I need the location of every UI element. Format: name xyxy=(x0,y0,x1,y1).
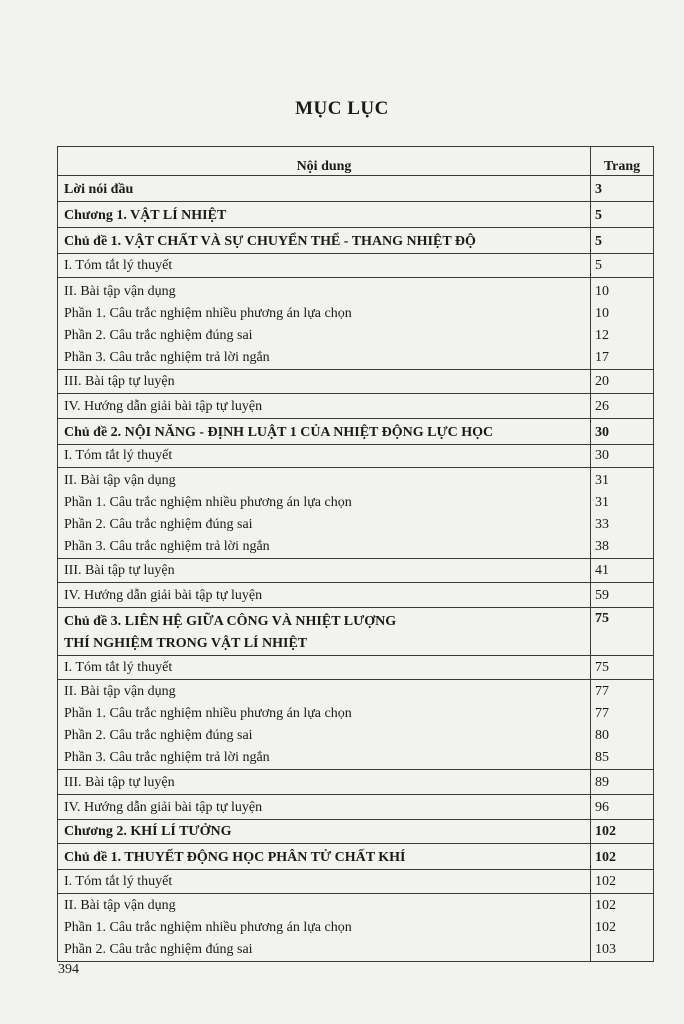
toc-entry-page xyxy=(591,608,654,656)
toc-page-number: 10 xyxy=(595,284,609,299)
toc-entry-line: Chương 2. KHÍ LÍ TƯỞNG xyxy=(64,824,232,839)
toc-page-number: 5 xyxy=(595,258,602,273)
toc-page-number: 31 xyxy=(595,495,609,510)
toc-entry-line: II. Bài tập vận dụng xyxy=(64,284,176,299)
toc-entry-title xyxy=(58,870,591,894)
toc-row xyxy=(58,445,654,468)
toc-entry-line: II. Bài tập vận dụng xyxy=(64,473,176,488)
toc-page-number: 89 xyxy=(595,775,609,790)
toc-entry-title xyxy=(58,608,591,656)
toc-entry-line: Phần 1. Câu trắc nghiệm nhiều phương án lựa chọn xyxy=(64,495,352,510)
toc-page-number: 103 xyxy=(595,942,616,957)
toc-row xyxy=(58,656,654,680)
toc-entry-title xyxy=(58,419,591,445)
toc-page-number: 33 xyxy=(595,517,609,532)
toc-entry-line: II. Bài tập vận dụng xyxy=(64,898,176,913)
toc-page-number: 85 xyxy=(595,750,609,765)
toc-entry-line: Chủ đề 1. THUYẾT ĐỘNG HỌC PHÂN TỬ CHẤT KHÍ xyxy=(64,850,406,865)
toc-row xyxy=(58,254,654,278)
toc-page-number: 80 xyxy=(595,728,609,743)
toc-entry-title xyxy=(58,445,591,468)
toc-page-number: 75 xyxy=(595,660,609,675)
toc-page-number: 5 xyxy=(595,208,602,223)
toc-page-number: 5 xyxy=(595,234,602,249)
page-number: 394 xyxy=(58,962,79,977)
toc-entry-title xyxy=(58,176,591,202)
toc-entry-title xyxy=(58,254,591,278)
toc-row xyxy=(58,770,654,795)
toc-page-number: 96 xyxy=(595,800,609,815)
toc-page-number: 102 xyxy=(595,920,616,935)
toc-page-number: 10 xyxy=(595,306,609,321)
toc-row xyxy=(58,202,654,228)
toc-entry-page xyxy=(591,559,654,583)
toc-entry-line: Phần 2. Câu trắc nghiệm đúng sai xyxy=(64,942,253,957)
toc-entry-line: Phần 2. Câu trắc nghiệm đúng sai xyxy=(64,728,253,743)
toc-table xyxy=(57,146,654,962)
toc-entry-line: III. Bài tập tự luyện xyxy=(64,374,175,389)
toc-row xyxy=(58,820,654,844)
toc-entry-title xyxy=(58,468,591,559)
toc-row xyxy=(58,844,654,870)
toc-entry-title xyxy=(58,894,591,962)
toc-row xyxy=(58,795,654,820)
toc-entry-line: II. Bài tập vận dụng xyxy=(64,684,176,699)
toc-entry-title xyxy=(58,844,591,870)
toc-entry-page xyxy=(591,176,654,202)
toc-entry-page xyxy=(591,228,654,254)
toc-entry-title xyxy=(58,228,591,254)
toc-entry-line: I. Tóm tắt lý thuyết xyxy=(64,874,173,889)
toc-page-number: 26 xyxy=(595,399,609,414)
toc-row xyxy=(58,176,654,202)
toc-entry-line: IV. Hướng dẫn giải bài tập tự luyện xyxy=(64,800,263,815)
toc-entry-line: IV. Hướng dẫn giải bài tập tự luyện xyxy=(64,399,263,414)
toc-entry-title xyxy=(58,795,591,820)
toc-entry-page xyxy=(591,583,654,608)
toc-page-number: 102 xyxy=(595,824,616,839)
toc-page-number: 77 xyxy=(595,706,609,721)
toc-entry-line: Phần 1. Câu trắc nghiệm nhiều phương án lựa chọn xyxy=(64,706,352,721)
toc-row xyxy=(58,278,654,370)
toc-entry-line: Chương 1. VẬT LÍ NHIỆT xyxy=(64,208,227,223)
toc-entry-page xyxy=(591,445,654,468)
header-content: Nội dung xyxy=(58,147,591,176)
toc-entry-page xyxy=(591,656,654,680)
toc-entry-page xyxy=(591,202,654,228)
toc-entry-title xyxy=(58,370,591,394)
toc-entry-line: Chủ đề 3. LIÊN HỆ GIỮA CÔNG VÀ NHIỆT LƯỢNG xyxy=(64,614,397,629)
toc-entry-page xyxy=(591,894,654,962)
toc-entry-page xyxy=(591,680,654,770)
toc-entry-line: III. Bài tập tự luyện xyxy=(64,775,175,790)
toc-header-row xyxy=(58,147,654,176)
toc-row xyxy=(58,394,654,419)
toc-row xyxy=(58,468,654,559)
toc-page-number: 20 xyxy=(595,374,609,389)
toc-page-number: 102 xyxy=(595,874,616,889)
toc-entry-line: Phần 3. Câu trắc nghiệm trả lời ngắn xyxy=(64,539,270,554)
toc-entry-page xyxy=(591,394,654,419)
toc-entry-title xyxy=(58,394,591,419)
toc-entry-line: IV. Hướng dẫn giải bài tập tự luyện xyxy=(64,588,263,603)
header-page: Trang xyxy=(591,147,654,176)
toc-entry-line: I. Tóm tắt lý thuyết xyxy=(64,448,173,463)
toc-entry-line: Chủ đề 2. NỘI NĂNG - ĐỊNH LUẬT 1 CỦA NHIỆT ĐỘNG LỰC HỌC xyxy=(64,425,494,440)
toc-entry-title xyxy=(58,820,591,844)
toc-entry-line: I. Tóm tắt lý thuyết xyxy=(64,660,173,675)
toc-page-number: 59 xyxy=(595,588,609,603)
toc-entry-line: Phần 1. Câu trắc nghiệm nhiều phương án lựa chọn xyxy=(64,306,352,321)
toc-entry-line: Phần 3. Câu trắc nghiệm trả lời ngắn xyxy=(64,750,270,765)
toc-entry-line: Phần 2. Câu trắc nghiệm đúng sai xyxy=(64,517,253,532)
toc-row xyxy=(58,419,654,445)
toc-entry-page xyxy=(591,468,654,559)
toc-page-number: 102 xyxy=(595,850,616,865)
toc-entry-page xyxy=(591,278,654,370)
toc-page-number: 30 xyxy=(595,448,609,463)
toc-entry-title xyxy=(58,559,591,583)
toc-page-number: 3 xyxy=(595,182,602,197)
toc-entry-page xyxy=(591,870,654,894)
toc-entry-line: III. Bài tập tự luyện xyxy=(64,563,175,578)
toc-entry-page xyxy=(591,844,654,870)
toc-row xyxy=(58,680,654,770)
toc-entry-page xyxy=(591,370,654,394)
page-title: MỤC LỤC xyxy=(295,98,389,119)
toc-entry-line: I. Tóm tắt lý thuyết xyxy=(64,258,173,273)
toc-entry-title xyxy=(58,583,591,608)
toc-entry-page xyxy=(591,419,654,445)
toc-entry-title xyxy=(58,202,591,228)
toc-page-number: 77 xyxy=(595,684,609,699)
toc-page-number: 38 xyxy=(595,539,609,554)
toc-entry-title xyxy=(58,656,591,680)
toc-row xyxy=(58,228,654,254)
toc-entry-page xyxy=(591,254,654,278)
toc-entry-line: THÍ NGHIỆM TRONG VẬT LÍ NHIỆT xyxy=(64,636,308,651)
toc-page-number: 30 xyxy=(595,425,609,440)
toc-entry-page xyxy=(591,820,654,844)
toc-row xyxy=(58,370,654,394)
toc-row xyxy=(58,894,654,962)
toc-entry-page xyxy=(591,770,654,795)
toc-row xyxy=(58,559,654,583)
toc-entry-page xyxy=(591,795,654,820)
toc-entry-title xyxy=(58,770,591,795)
toc-page-number: 12 xyxy=(595,328,609,343)
toc-entry-line: Chủ đề 1. VẬT CHẤT VÀ SỰ CHUYỂN THỂ - THANG NHIỆT ĐỘ xyxy=(64,234,476,249)
toc-body xyxy=(58,176,654,962)
toc-row xyxy=(58,870,654,894)
toc-page-number: 31 xyxy=(595,473,609,488)
toc-page-number: 75 xyxy=(595,611,609,626)
toc-entry-title xyxy=(58,278,591,370)
toc-entry-line: Lời nói đầu xyxy=(64,182,134,197)
toc-row xyxy=(58,583,654,608)
toc-entry-line: Phần 3. Câu trắc nghiệm trả lời ngắn xyxy=(64,350,270,365)
toc-row xyxy=(58,608,654,656)
toc-entry-line: Phần 1. Câu trắc nghiệm nhiều phương án lựa chọn xyxy=(64,920,352,935)
toc-entry-line: Phần 2. Câu trắc nghiệm đúng sai xyxy=(64,328,253,343)
toc-page-number: 102 xyxy=(595,898,616,913)
toc-entry-title xyxy=(58,680,591,770)
toc-page-number: 41 xyxy=(595,563,609,578)
toc-page-number: 17 xyxy=(595,350,609,365)
